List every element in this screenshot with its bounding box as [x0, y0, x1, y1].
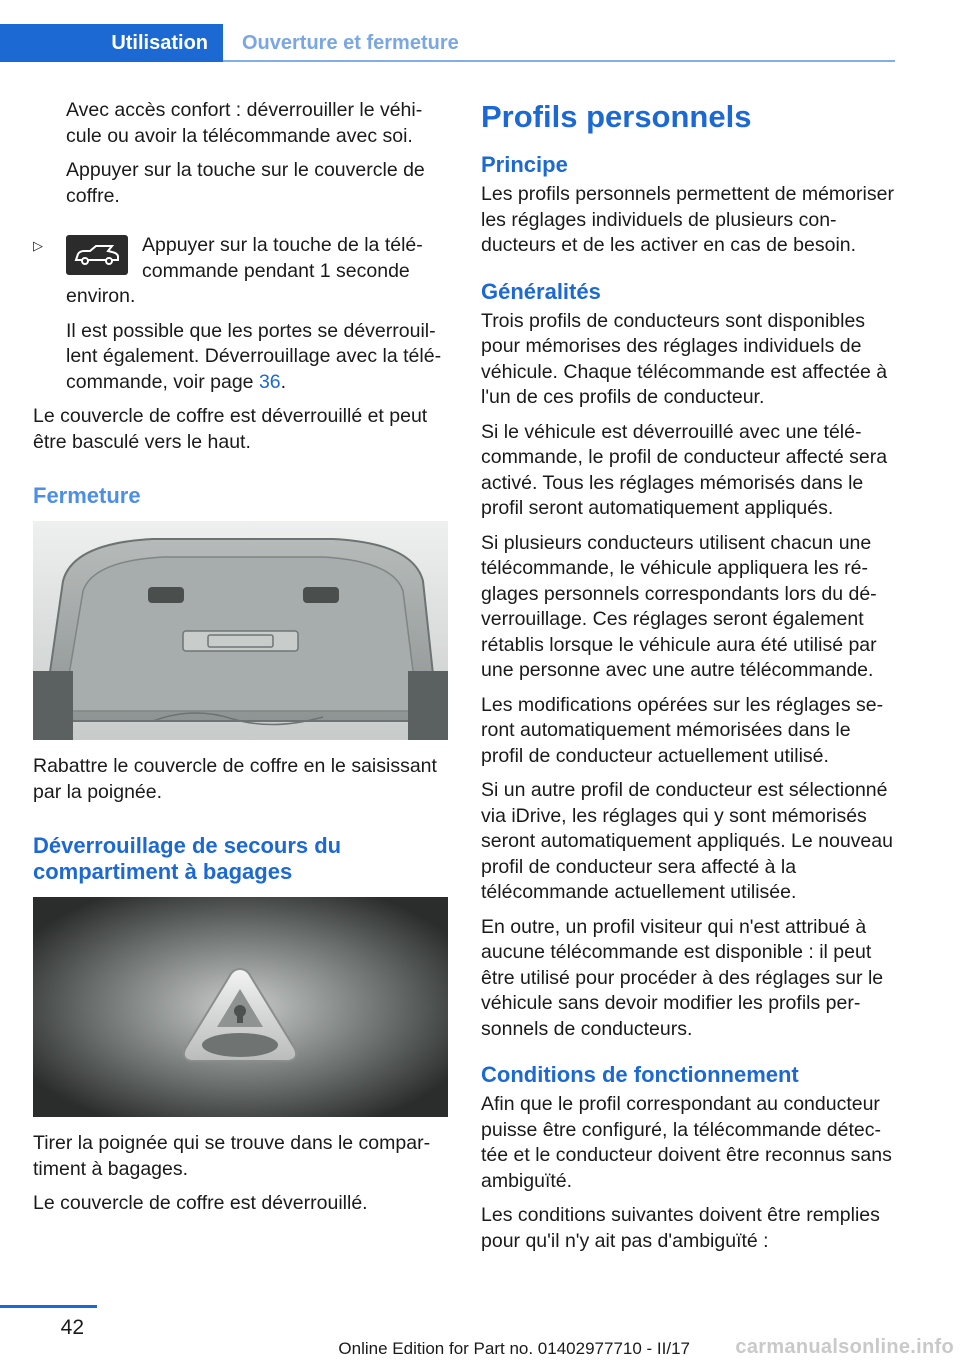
page-link-36[interactable]: 36 — [258, 370, 281, 393]
paragraph-multiple-drivers: Si plusieurs conducteurs utilisent chacun une télécommande, le véhicule appliquera les réglages personnels correspondants lors du déverrouillage. Ces réglages seront également rétablis lorsque le véhicule aura été utilisé par une personne avec une autre télécommande. — [481, 531, 877, 681]
bullet-remote-button — [33, 233, 448, 310]
text-doors-unlock: Il est possible que les portes se déverrouillent également. Déverrouillage avec la télécommande, voir page — [66, 319, 442, 393]
page-header — [0, 24, 895, 62]
heading-generalites: Généralités — [481, 278, 601, 304]
paragraph-profile-activated: Si le véhicule est déverrouillé avec une télécommande, le profil de conducteur affecté sera activé. Tous les réglages mémorisés dans le profil seront automatiquement appliqués. — [481, 420, 888, 519]
header-underline — [223, 60, 895, 62]
figure-emergency-release-handle — [33, 897, 448, 1117]
heading-principe: Principe — [481, 152, 568, 177]
paragraph-conditions-list-intro: Les conditions suivantes doivent être remplies pour qu'il n'y ait pas d'ambiguïté : — [481, 1204, 880, 1252]
heading-emergency-release: Déverrouillage de secours du compartiment à bagages — [33, 833, 342, 884]
paragraph-lid-unlocked-2: Le couvercle de coffre est déverrouillé. — [33, 1192, 368, 1214]
right-column — [481, 98, 896, 1263]
footer-accent-line — [0, 1305, 97, 1308]
left-column — [33, 98, 448, 1226]
car-trunk-open-icon — [66, 235, 128, 275]
edition-info: Online Edition for Part no. 01402977710 - II/17 — [338, 1339, 690, 1358]
paragraph-comfort-access: Avec accès confort : déverrouiller le véhicule ou avoir la télécommande avec soi. — [66, 99, 423, 147]
paragraph-lid-unlocked: Le couvercle de coffre est déverrouillé et peut être basculé vers le haut. — [33, 405, 428, 453]
paragraph-pull-handle: Tirer la poignée qui se trouve dans le compartiment à bagages. — [33, 1132, 431, 1180]
paragraph-press-lid-button: Appuyer sur la touche sur le couvercle de coffre. — [66, 159, 425, 207]
text-period: . — [280, 370, 287, 393]
paragraph-guest-profile: En outre, un profil visiteur qui n'est attribué à aucune télécommande est disponible : il peut être utilisé pour procéder à des réglages sur le véhicule sans devoir modifier les profils personnels de conducteurs. — [481, 915, 884, 1040]
heading-profils-personnels: Profils personnels — [481, 99, 752, 134]
paragraph-close-lid: Rabattre le couvercle de coffre en le saisissant par la poignée. — [33, 755, 437, 803]
page-number: 42 — [60, 1316, 84, 1339]
heading-fermeture: Fermeture — [33, 483, 141, 508]
header-chapter-title: Ouverture et fermeture — [242, 31, 459, 54]
heading-conditions: Conditions de fonctionnement — [481, 1062, 799, 1087]
header-section-utilisation: Utilisation — [0, 24, 223, 62]
paragraph-idrive-selection: Si un autre profil de conducteur est sélectionné via iDrive, les réglages qui y sont mémorisés seront automatiquement appliqués. Le nouveau profil de conducteur sera affecté à la télécommande actuellement utilisée. — [481, 779, 893, 903]
paragraph-conditions-intro: Afin que le profil correspondant au conducteur puisse être configuré, la télécommande détectée et le conducteur doivent être reconnus sans ambiguïté. — [481, 1093, 892, 1192]
bullet-text: Appuyer sur la touche de la télécommande pendant 1 seconde environ. — [66, 234, 423, 307]
paragraph-three-profiles: Trois profils de conducteurs sont disponibles pour mémorises des réglages individuels de véhicule. Chaque télécommande est affectée à l'un de ces profils de conducteur. — [481, 309, 888, 408]
watermark: carmanualsonline.info — [735, 1336, 954, 1358]
figure-trunk-lid-inside — [33, 521, 448, 740]
paragraph-doors-may-unlock — [33, 319, 448, 396]
paragraph-modifications-saved: Les modifications opérées sur les réglages seront automatiquement mémorisées dans le profil de conducteur actuellement utilisé. — [481, 693, 884, 767]
paragraph-principe: Les profils personnels permettent de mémoriser les réglages individuels de plusieurs conducteurs et de les activer en cas de besoin. — [481, 183, 894, 256]
bullet-triangle-icon: ▷ — [33, 238, 43, 253]
